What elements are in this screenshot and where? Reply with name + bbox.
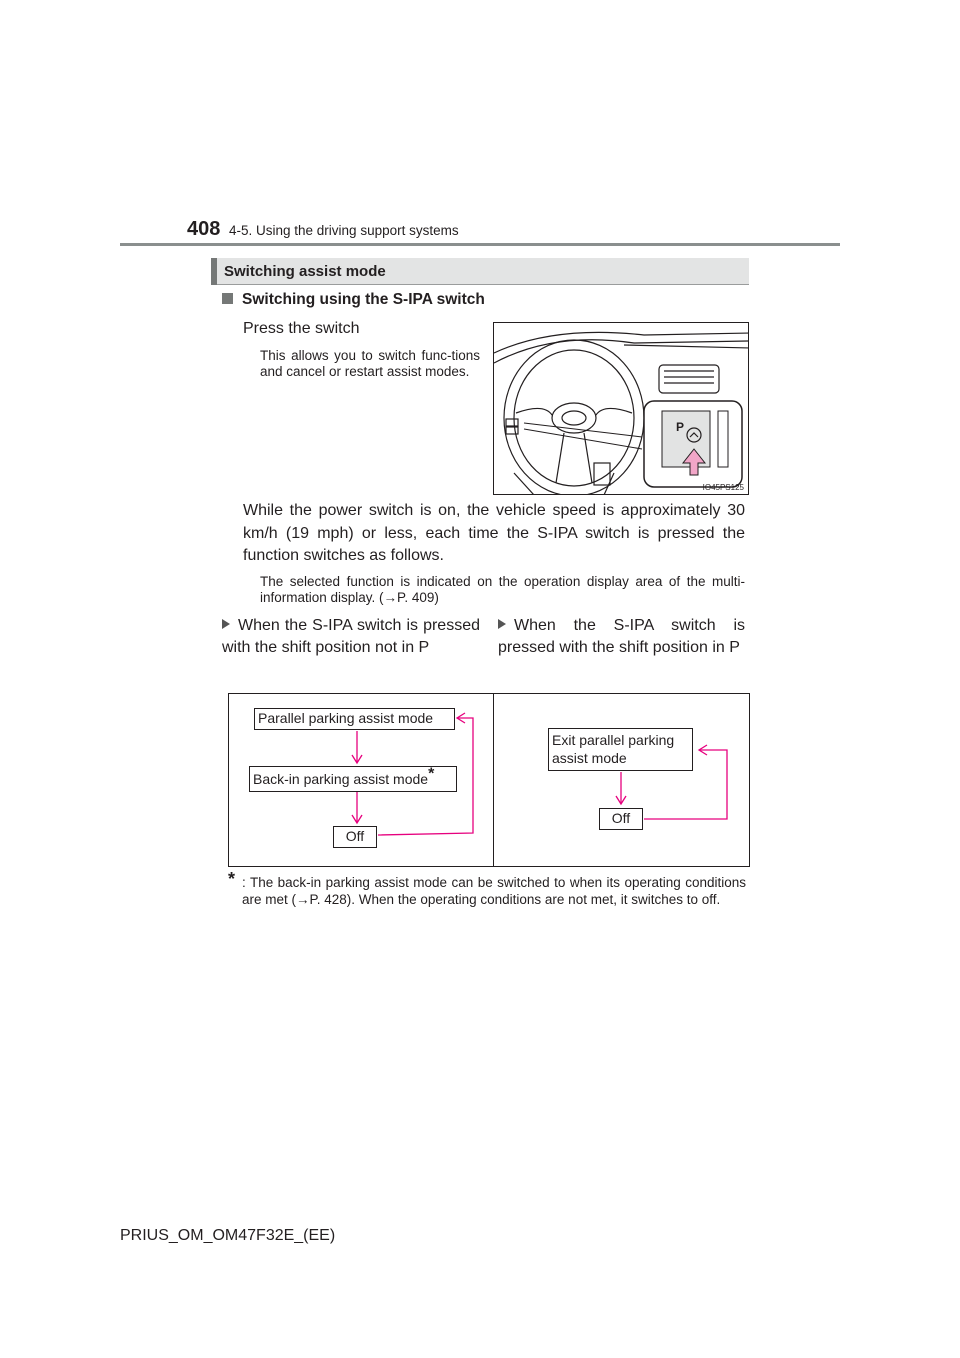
mode-exit-label-line2: assist mode <box>552 750 627 766</box>
body-paragraph: While the power switch is on, the vehicle speed is approximately 30 km/h (19 mph) or less, each time the S-IPA switch is pressed the function switches as follows. <box>243 502 745 564</box>
page-number: 408 <box>187 218 221 240</box>
body-note: The selected function is indicated on the operation display area of the multi-information display. (→P. 409) <box>260 574 745 605</box>
header-rule <box>120 243 840 246</box>
instruction-step: Press the switch <box>243 320 360 337</box>
switch-p-letter: P <box>676 420 685 434</box>
mode-box-exit-parallel <box>548 728 693 771</box>
mode-off-label: Off <box>611 810 631 826</box>
dashboard-drawing <box>494 323 749 495</box>
document-code: PRIUS_OM_OM47F32E_(EE) <box>120 1227 336 1244</box>
asterisk-mark: * <box>428 765 435 783</box>
mode-off-label: Off <box>345 828 365 844</box>
mode-box-off-right <box>599 808 643 830</box>
mode-parallel-label: Parallel parking assist mode <box>258 710 434 726</box>
case-not-in-p-label: When the S-IPA switch is pressed with the shift position not in P <box>222 617 480 656</box>
instruction-note: This allows you to switch func-tions and cancel or restart assist modes. <box>260 348 480 379</box>
case-not-in-p <box>222 615 480 659</box>
mode-exit-label-line1: Exit parallel parking <box>552 732 675 748</box>
section-title: Switching assist mode <box>224 263 386 280</box>
footnote-text: : The back-in parking assist mode can be switched to when its operating conditions are met (→P. 428). When the operating conditions are not met, it switches to off. <box>242 875 746 907</box>
callout-lines <box>524 423 642 449</box>
triangle-bullet-icon <box>498 619 506 629</box>
switch-bracket <box>718 411 728 467</box>
footnote <box>228 869 746 908</box>
steering-wheel-illustration <box>493 322 749 495</box>
section-heading <box>211 258 749 285</box>
mode-backin-label: Back-in parking assist mode <box>253 771 429 787</box>
triangle-bullet-icon <box>222 619 230 629</box>
illustration-code: IO45PS125 <box>702 483 744 492</box>
mode-box-parallel <box>254 708 455 730</box>
section-heading-bar <box>211 258 217 285</box>
mode-box-off-left <box>333 826 377 848</box>
case-in-p-label: When the S-IPA switch is pressed with the shift position in P <box>498 617 745 656</box>
mode-cycle-diagram <box>228 693 750 867</box>
square-bullet-icon <box>222 293 233 304</box>
chapter-title: 4-5. Using the driving support systems <box>229 223 459 238</box>
subsection-title: Switching using the S-IPA switch <box>242 291 485 308</box>
footnote-marker: * <box>228 869 236 889</box>
subsection-heading <box>222 291 485 309</box>
case-in-p <box>498 615 745 659</box>
mode-box-backin <box>249 766 457 792</box>
